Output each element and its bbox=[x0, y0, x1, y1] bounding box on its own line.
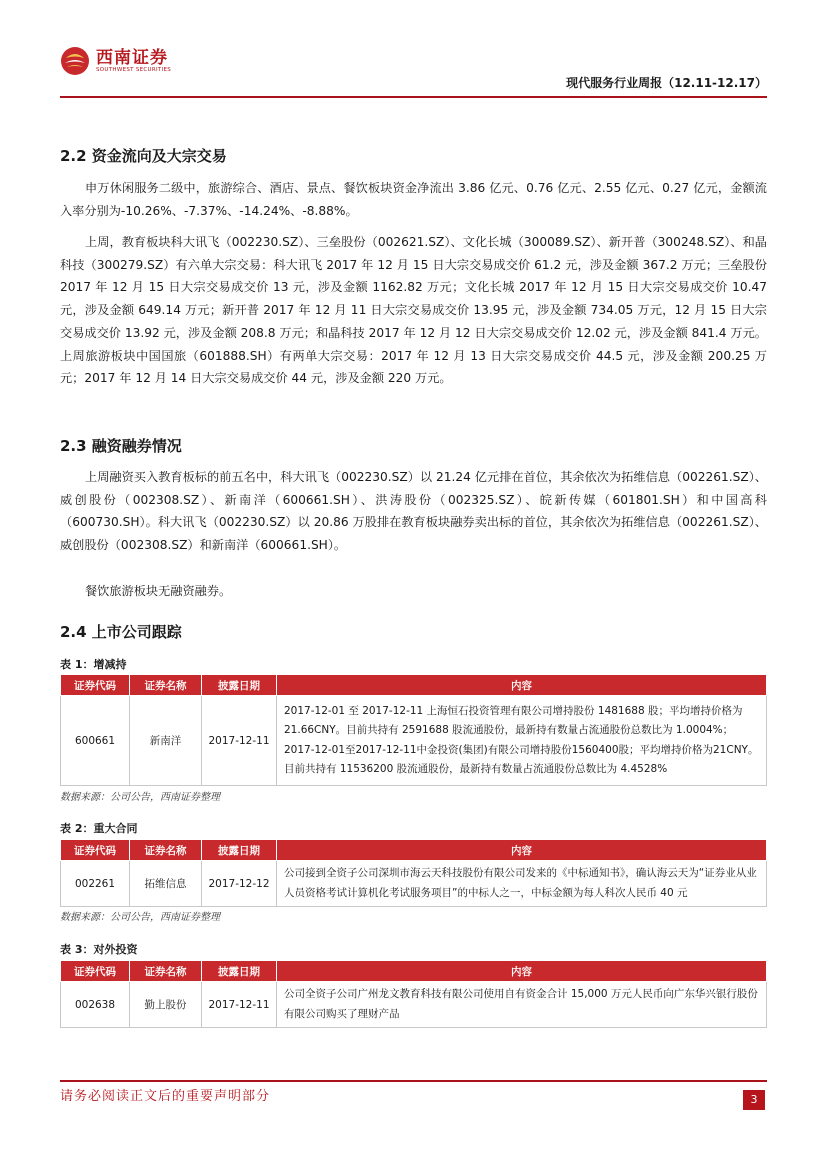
table2-title: 表 2：重大合同 bbox=[60, 822, 138, 835]
cell-code: 002261 bbox=[61, 861, 130, 907]
logo-icon bbox=[60, 46, 90, 76]
header-divider bbox=[60, 96, 767, 98]
paragraph-margin-trading: 上周融资买入教育板标的前五名中，科大讯飞（002230.SZ）以 21.24 亿元排在首位，其余依次为拓维信息（002261.SZ）、威创股份（002308.SZ）、新南洋（600661.SH）、洪涛股份（002325.SZ）、皖新传媒（601801.SH）和中国高科（600730.SH）。科大讯飞（002230.SZ）以 20.86 万股排在教育板块融券卖出标的首位，其余依次为拓维信息（002261.SZ）、威创股份（002308.SZ）和新南洋（600661.SH）。 bbox=[60, 470, 767, 553]
section-heading-margin-trading: 2.3 融资融券情况 bbox=[60, 437, 182, 455]
paragraph-block-trades: 上周，教育板块科大讯飞（002230.SZ）、三垒股份（002621.SZ）、文化长城（300089.SZ）、新开普（300248.SZ）、和晶科技（300279.SZ）有六单大宗交易：科大讯飞 2017 年 12 月 15 日大宗交易成交价 61.2 元，涉及金额 367.2 万元；三垒股份 2017 年 12 月 15 日大宗交易成交价 13 元，涉及金额 1162.82 万元；文化长城 2017 年 12 月 15 日大宗交易成交价 10.47 元，涉及金额 649.14 万元；新开普 2017 年 12 月 11 日大宗交易成交价 13.95 元，涉及金额 734.05 万元，12 月 15 日大宗交易成交价 13.92 元，涉及金额 208.8 万元；和晶科技 2017 年 12 月 12 日大宗交易成交价 12.02 元，涉及金额 841.4 万元。上周旅游板块中国国旅（601888.SH）有两单大宗交易：2017 年 12 月 13 日大宗交易成交价 44.5 元，涉及金额 200.25 万元；2017 年 12 月 14 日大宗交易成交价 44 元，涉及金额 220 万元。 bbox=[60, 235, 767, 386]
cell-content: 公司接到全资子公司深圳市海云天科技股份有限公司发来的《中标通知书》，确认海云天为“证券业从业人员资格考试计算机化考试服务项目”的中标人之一，中标金额为每人科次人民币 40 元 bbox=[277, 861, 767, 907]
cell-content: 公司全资子公司广州龙文教育科技有限公司使用自有资金合计 15,000 万元人民币向广东华兴银行股份有限公司购买了理财产品 bbox=[277, 982, 767, 1028]
page-header bbox=[0, 0, 827, 100]
table1-title: 表 1：增减持 bbox=[60, 658, 127, 671]
col-header-code: 证券代码 bbox=[61, 840, 130, 861]
logo-english-name: SOUTHWEST SECURITIES bbox=[96, 66, 172, 73]
footer-disclaimer-note: 请务必阅读正文后的重要声明部分 bbox=[60, 1089, 271, 1104]
col-header-date: 披露日期 bbox=[202, 961, 277, 982]
cell-date: 2017-12-11 bbox=[202, 982, 277, 1028]
paragraph-capital-flow: 申万休闲服务二级中，旅游综合、酒店、景点、餐饮板块资金净流出 3.86 亿元、0.76 亿元、2.55 亿元、0.27 亿元，金额流入率分别为-10.26%、-7.37%、-14.24%、-8.88%。 bbox=[60, 181, 767, 218]
footer-divider bbox=[60, 1080, 767, 1082]
report-title: 现代服务行业周报（12.11-12.17） bbox=[566, 76, 767, 90]
cell-date: 2017-12-12 bbox=[202, 861, 277, 907]
table-header-row bbox=[61, 840, 767, 861]
paragraph-no-margin: 餐饮旅游板块无融资融券。 bbox=[85, 584, 232, 598]
cell-name: 勤上股份 bbox=[130, 982, 202, 1028]
col-header-code: 证券代码 bbox=[61, 961, 130, 982]
page-number: 3 bbox=[743, 1090, 765, 1110]
table3-title: 表 3：对外投资 bbox=[60, 943, 138, 956]
company-logo bbox=[60, 46, 171, 76]
cell-code: 002638 bbox=[61, 982, 130, 1028]
col-header-name: 证券名称 bbox=[130, 961, 202, 982]
logo-chinese-name: 西南证券 bbox=[96, 47, 168, 68]
section-heading-capital-flow: 2.2 资金流向及大宗交易 bbox=[60, 147, 227, 165]
table-row bbox=[61, 696, 767, 786]
table2-source: 数据来源：公司公告，西南证券整理 bbox=[60, 912, 220, 923]
table-external-investment bbox=[60, 960, 767, 1028]
table-shareholding-changes bbox=[60, 674, 767, 786]
col-header-code: 证券代码 bbox=[61, 675, 130, 696]
section-heading-company-tracking: 2.4 上市公司跟踪 bbox=[60, 623, 182, 641]
cell-date: 2017-12-11 bbox=[202, 696, 277, 786]
table-row bbox=[61, 982, 767, 1028]
col-header-name: 证券名称 bbox=[130, 675, 202, 696]
col-header-content: 内容 bbox=[277, 961, 767, 982]
table1-source: 数据来源：公司公告，西南证券整理 bbox=[60, 792, 220, 803]
table-header-row bbox=[61, 675, 767, 696]
cell-name: 新南洋 bbox=[130, 696, 202, 786]
col-header-content: 内容 bbox=[277, 840, 767, 861]
cell-name: 拓维信息 bbox=[130, 861, 202, 907]
table-major-contracts bbox=[60, 839, 767, 907]
col-header-date: 披露日期 bbox=[202, 840, 277, 861]
col-header-date: 披露日期 bbox=[202, 675, 277, 696]
col-header-content: 内容 bbox=[277, 675, 767, 696]
cell-content: 2017-12-01 至 2017-12-11 上海恒石投资管理有限公司增持股份 1481688 股；平均增持价格为 21.66CNY。目前共持有 2591688 股流通股份，最新持有数量占流通股份总数比为 1.0004%；2017-12-01至2017-12-11中金投资(集团)有限公司增持股份1560400股；平均增持价格为21CNY。目前共持有 11536200 股流通股份，最新持有数量占流通股份总数比为 4.4528% bbox=[277, 696, 767, 786]
table-row bbox=[61, 861, 767, 907]
table-header-row bbox=[61, 961, 767, 982]
col-header-name: 证券名称 bbox=[130, 840, 202, 861]
cell-code: 600661 bbox=[61, 696, 130, 786]
